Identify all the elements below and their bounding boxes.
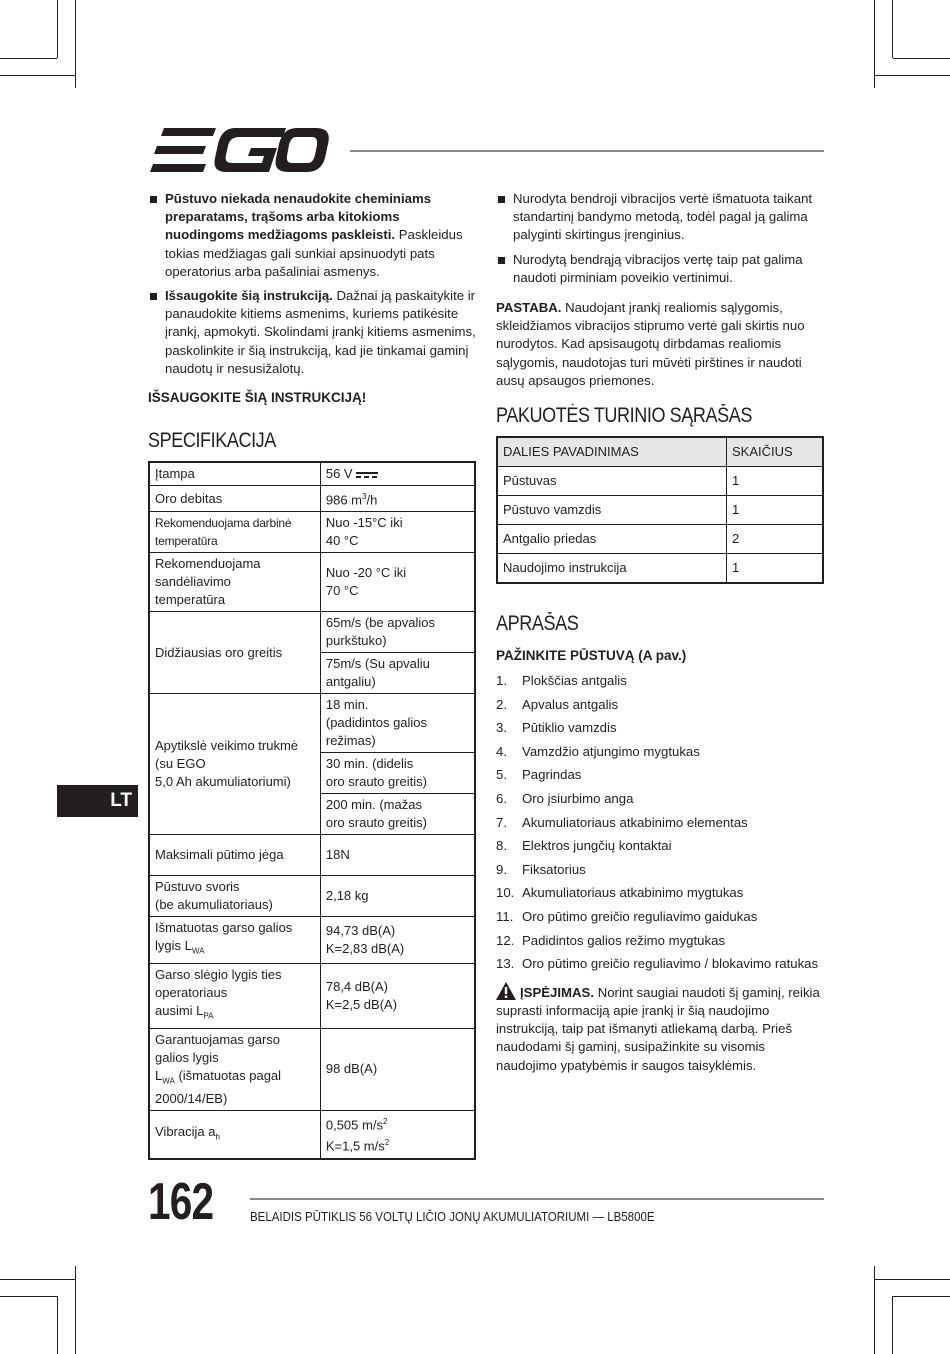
crop-mark xyxy=(0,1296,57,1297)
table-row: 200 min. (mažas oro srauto greitis) xyxy=(149,794,475,835)
vibration-bullets xyxy=(496,190,826,287)
crop-mark xyxy=(892,1296,893,1354)
list-item: 11. Oro pūtimo greičio reguliavimo gaidukas xyxy=(496,908,758,924)
crop-mark xyxy=(892,0,893,58)
crop-mark xyxy=(0,75,75,76)
crop-mark xyxy=(875,75,950,76)
crop-mark xyxy=(893,58,950,59)
list-item: 3. Pūtiklio vamzdis xyxy=(496,720,617,736)
list-item: 5. Pagrindas xyxy=(496,767,582,783)
dc-symbol-icon xyxy=(356,471,378,479)
table-row: 75m/s (Su apvaliu antgaliu) xyxy=(149,653,475,694)
warning-triangle-icon xyxy=(496,982,516,1000)
table-row: Antgalio priedas 2 xyxy=(497,525,823,554)
list-item: 6. Oro įsiurbimo anga xyxy=(496,791,634,806)
header-rule xyxy=(350,150,824,152)
list-item: 8. Elektros jungčių kontaktai xyxy=(496,838,672,854)
crop-mark xyxy=(0,1279,75,1280)
list-item: 7. Akumuliatoriaus atkabinimo elementas xyxy=(496,814,748,830)
list-item: Pūstuvo niekada nenaudokite cheminiams preparatams, trąšoms arba kitokioms nuodingoms medžiagoms paskleisti. Paskleidus tokias medžiagas gali sunkiai apsinuodyti pats operatorius arba pašaliniai asmenys. xyxy=(148,190,476,281)
table-row: Maksimali pūtimo jėga 18N xyxy=(149,835,475,876)
table-row: Garso slėgio lygis ties operatoriaus ausimi $L_{PA}$ 78,4 dB(A) K=2,5 dB(A) xyxy=(149,963,475,1028)
safety-bullets xyxy=(148,190,476,378)
parts-list xyxy=(496,669,826,976)
left-column xyxy=(148,190,476,1160)
note-paragraph: PASTABA. Naudojant įrankį realiomis sąlygomis, skleidžiamos vibracijos stiprumo vertė gali skirtis nuo nurodytos. Kad apsisaugotų dirbdamas realiomis sąlygomis, naudotojas turi mūvėti pirštines ir naudoti ausų apsaugos priemones. xyxy=(496,300,805,388)
crop-mark xyxy=(75,1266,76,1354)
page-number: 162 xyxy=(148,1173,214,1231)
list-item: Išsaugokite šią instrukciją. Dažnai ją paskaitykite ir panaudokite kitiems asmenims, kuriems patikėsite įrankį, apmokyti. Skolindami įrankį kitiems asmenims, paskolinkite ir šią instrukciją, kad jie tinkamai gaminį naudotų ir nesusižalotų. xyxy=(148,287,476,378)
table-row: Rekomenduojama darbinė temperatūra Nuo -15°C iki 40 °C xyxy=(149,512,475,553)
table-row: Vibracija $a_h$ 0,505 $m/s^2$ K=1,5 $m/s^2$ xyxy=(149,1111,475,1159)
list-item: Nurodytą bendrąją vibracijos vertę taip pat galima naudoti pirminiam poveikio vertinimui. xyxy=(496,251,826,287)
crop-mark xyxy=(75,0,76,88)
crop-mark xyxy=(893,1296,950,1297)
table-row: Išmatuotas garso galios lygis $L_{WA}$ 94,73 dB(A) K=2,83 dB(A) xyxy=(149,917,475,964)
table-row: Rekomenduojama sandėliavimo temperatūra Nuo -20 °C iki 70 °C xyxy=(149,553,475,612)
list-item: Nurodyta bendroji vibracijos vertė išmatuota taikant standartinį bandymo metodą, todėl pagal ją galima palyginti skirtingus įrenginius. xyxy=(496,190,826,245)
list-item: 10. Akumuliatoriaus atkabinimo mygtukas xyxy=(496,885,744,901)
list-item: 4. Vamzdžio atjungimo mygtukas xyxy=(496,743,700,759)
table-header-row: DALIES PAVADINIMAS SKAIČIUS xyxy=(497,437,823,467)
section-title-spec: SPECIFIKACIJA xyxy=(148,429,276,453)
crop-mark xyxy=(57,1296,58,1354)
section-title-description: APRAŠAS xyxy=(496,612,579,636)
warning-paragraph: ĮSPĖJIMAS. Norint saugiai naudoti šį gaminį, reikia suprasti informaciją apie įrankį ir šią naudojimo instrukciją, taip pat išmanyti atliekamą darbą. Prieš naudodami šį gaminį, susipažinkite su visomis naudojimo ypatybėmis ir saugos taisyklėmis. xyxy=(496,982,826,1075)
crop-mark xyxy=(875,1279,950,1280)
table-row: Apytikslė veikimo trukmė (su EGO 5,0 Ah akumuliatoriumi) 18 min. (padidintos galios režimas) xyxy=(149,694,475,753)
list-item: 2. Apvalus antgalis xyxy=(496,696,619,712)
table-row: Įtampa 56 V xyxy=(149,462,475,486)
subsection-title: PAŽINKITE PŪSTUVĄ (A pav.) xyxy=(496,648,687,664)
package-table xyxy=(496,436,824,584)
table-row: Garantuojamas garso galios lygis $L_{WA}$ (išmatuotas pagal 2000/14/EB) 98 dB(A) xyxy=(149,1028,475,1111)
right-column xyxy=(496,190,826,1075)
section-title-package: PAKUOTĖS TURINIO SĄRAŠAS xyxy=(496,404,752,428)
footer-rule xyxy=(250,1198,824,1200)
table-row: Pūstuvas 1 xyxy=(497,467,823,496)
crop-mark xyxy=(57,0,58,58)
list-item: 9. Fiksatorius xyxy=(496,861,586,877)
footer-title: BELAIDIS PŪTIKLIS 56 VOLTŲ LIČIO JONŲ AKUMULIATORIUMI — LB5800E xyxy=(250,1210,655,1224)
table-row: 30 min. (didelis oro srauto greitis) xyxy=(149,753,475,794)
spec-table xyxy=(148,461,476,1160)
list-item: 12. Padidintos galios režimo mygtukas xyxy=(496,932,726,948)
language-tab: LT xyxy=(57,785,138,817)
list-item: 1. Plokščias antgalis xyxy=(496,673,627,689)
table-row: Pūstuvo svoris (be akumuliatoriaus) 2,18 kg xyxy=(149,876,475,917)
table-row: Pūstuvo vamzdis 1 xyxy=(497,496,823,525)
list-item: 13. Oro pūtimo greičio reguliavimo / blokavimo ratukas xyxy=(496,956,819,972)
table-row: Naudojimo instrukcija 1 xyxy=(497,554,823,584)
table-row: Didžiausias oro greitis 65m/s (be apvalios purkštuko) xyxy=(149,612,475,653)
ego-logo xyxy=(150,128,332,174)
save-instructions-note: IŠSAUGOKITE ŠIĄ INSTRUKCIJĄ! xyxy=(148,390,367,406)
crop-mark xyxy=(0,58,57,59)
table-row: Oro debitas 986 $m^3/h$ xyxy=(149,486,475,512)
